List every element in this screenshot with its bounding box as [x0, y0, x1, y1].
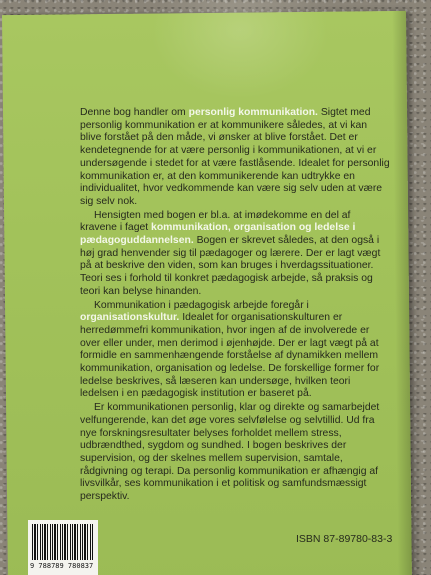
highlighted-phrase: personlig kommunikation. [188, 107, 318, 118]
blurb-paragraph [80, 300, 390, 402]
paragraph-text: Er kommunikationen personlig, klar og direkte og samarbejdet velfungerende, kan det øge vores selvfølelse og selvtillid. Ud fra nye forskningsresultater belyses forholdet mellem stress, udbrændthed, sygdom og sundhed. I bogen beskrives der supervision, og der skelnes mellem supervision, samtale, rådgivning og terapi. Da personlig kommunikation er afhængig af livsvilkår, ses kommunikation i et politisk og samfundsmæssigt perspektiv. [80, 402, 380, 503]
blurb-paragraph [80, 210, 390, 299]
blurb-paragraph [80, 402, 390, 504]
paragraph-text: Denne bog handler om [80, 107, 189, 118]
barcode-bars [32, 524, 94, 560]
isbn-label: ISBN 87-89780-83-3 [296, 533, 393, 545]
paragraph-text: Hensigten med bogen er bl.a. at imødekomme en del af kravene i faget [80, 209, 351, 234]
paragraph-text: Bogen er skrevet således, at den også i høj grad henvender sig til pædagoger og lærere. Der er lagt vægt på at beskrive den viden, som kan bruges i hverdagssituationer. Teori ses i forhold til konkret pædagogisk arbejde, så praksis og teori kan belyse hinanden. [80, 235, 381, 297]
blurb-text [80, 107, 390, 505]
barcode-digits: 9 788789 780837 [30, 562, 94, 570]
highlighted-phrase: kommunikation, organisation og ledelse i pædagoguddannelsen. [80, 222, 356, 247]
blurb-paragraph [80, 107, 390, 209]
paragraph-text: Idealet for organisationskulturen er herredømmefri kommunikation, hvor ingen af de involverede er over eller under, men derimod i øjenhøjde. Der er lagt vægt på at formidle en sammenhængende forståelse af dynamikken mellem kommunikation, organisation og ledelse. De forskellige former for ledelse beskrives, så læseren kan undersøge, hvilken teori ledelsen i en pædagogisk institution er baseret på. [80, 312, 380, 400]
barcode [28, 520, 98, 575]
paragraph-text: Kommunikation i pædagogisk arbejde foregår i [94, 299, 309, 311]
highlighted-phrase: organisationskultur. [80, 312, 180, 324]
paragraph-text: Sigtet med personlig kommunikation er at kommunikere således, at vi kan blive forstået på den måde, vi ønsker at blive forstået. Det er kendetegnende for at være personlig i kommunikationen, at vi er undersøgende i stedet for at være fastlåsende. Idealet for personlig kommunikation er, at den kommunikerende kan udtrykke en individualitet, hvor vedkommende kan være sig selv uden at være sig selv nok. [80, 107, 390, 207]
